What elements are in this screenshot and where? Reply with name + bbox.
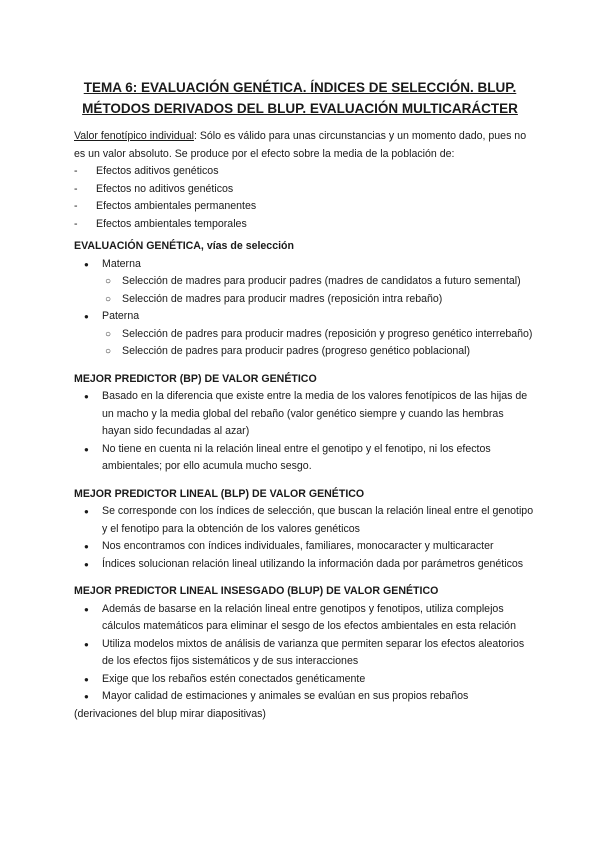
blup-item: ● Utiliza modelos mixtos de análisis de varianza que permiten separar los efectos aleatorios de los efectos fijos sistemáticos y de sus interacciones xyxy=(84,637,525,667)
bp-heading: MEJOR PREDICTOR (BP) DE VALOR GENÉTICO xyxy=(74,372,317,385)
bullet-icon: ● xyxy=(84,692,89,701)
bullet-icon: ● xyxy=(84,559,89,569)
blup-heading: MEJOR PREDICTOR LINEAL INSESGADO (BLUP) DE VALOR GENÉTICO xyxy=(74,585,439,597)
bullet-icon: ● xyxy=(84,312,89,321)
blp-item: ● Nos encontramos con índices individuales, familiares, monocaracter y multicaracter xyxy=(74,538,534,556)
bullet-icon: ● xyxy=(84,542,89,551)
intro-text: : Sólo es válido para unas circunstancias y un momento dado, pues no es un valor absoluto. Se produce por el efecto sobre la media de la población de: xyxy=(74,130,527,160)
blup-item: ● Exige que los rebaños estén conectados genéticamente xyxy=(74,671,534,689)
bullet-icon: ● xyxy=(84,674,89,684)
bullet-icon: ● xyxy=(84,639,89,649)
vias-paterna-sub: ○ Selección de padres para producir padres (progreso genético poblacional) xyxy=(74,343,534,361)
title-line-2: MÉTODOS DERIVADOS DEL BLUP. EVALUACIÓN MULTICARÁCTER xyxy=(82,101,518,116)
bullet-icon: ● xyxy=(84,507,89,516)
vias-paterna-sub: ○ Selección de padres para producir madres (reposición y progreso genético interrebaño) xyxy=(74,326,534,344)
circle-bullet-icon: ○ xyxy=(105,293,112,305)
document-body xyxy=(74,128,534,723)
bullet-icon: ● xyxy=(84,392,89,401)
intro-item: - Efectos aditivos genéticos xyxy=(74,165,219,177)
intro-term: Valor fenotípico individual xyxy=(74,130,194,142)
blup-item: ● Además de basarse en la relación lineal entre genotipos y fenotipos, utiliza complejos cálculos matemáticos para eliminar el sesgo de los efectos ambientales en esta relación xyxy=(84,602,516,632)
circle-bullet-icon: ○ xyxy=(105,346,112,357)
circle-bullet-icon: ○ xyxy=(105,328,112,340)
title-line-1: TEMA 6: EVALUACIÓN GENÉTICA. ÍNDICES DE SELECCIÓN. BLUP. xyxy=(83,80,517,95)
bullet-icon: ● xyxy=(84,259,89,269)
bp-item: ● Basado en la diferencia que existe entre la media de los valores fenotípicos de las hijas de un macho y la media global del rebaño (valor genético siempre y cuando las hembras hayan sido fecundadas al azar) xyxy=(84,390,528,437)
intro-item: - Efectos no aditivos genéticos xyxy=(74,182,234,195)
blup-item: ● Mayor calidad de estimaciones y animales se evalúan en sus propios rebaños xyxy=(74,688,534,706)
circle-bullet-icon: ○ xyxy=(105,276,112,287)
intro-paragraph xyxy=(74,128,534,163)
vias-materna-sub: ○ Selección de madres para producir padres (madres de candidatos a futuro semental) xyxy=(74,273,534,291)
vias-paterna: ● Paterna xyxy=(74,308,534,326)
page-title xyxy=(40,77,560,119)
bullet-icon: ● xyxy=(84,444,89,454)
vias-materna-sub: ○ Selección de madres para producir madres (reposición intra rebaño) xyxy=(74,291,534,309)
bullet-icon: ● xyxy=(84,604,89,614)
blup-tail-note: (derivaciones del blup mirar diapositivas) xyxy=(74,707,266,720)
blp-item: ● Índices solucionan relación lineal utilizando la información dada por parámetros genéticos xyxy=(74,556,534,574)
vias-heading: EVALUACIÓN GENÉTICA, vías de selección xyxy=(74,240,294,252)
vias-materna: ● Materna xyxy=(74,256,534,274)
intro-item: - Efectos ambientales temporales xyxy=(74,217,247,230)
blp-item: ● Se corresponde con los índices de selección, que buscan la relación lineal entre el genotipo y el fenotipo para la obtención de los valores genéticos xyxy=(84,505,534,535)
blp-heading: MEJOR PREDICTOR LINEAL (BLP) DE VALOR GENÉTICO xyxy=(74,487,365,500)
intro-item: - Efectos ambientales permanentes xyxy=(74,200,257,212)
bp-item: ● No tiene en cuenta ni la relación lineal entre el genotipo y el fenotipo, ni los efectos ambientales; por ello acumula mucho sesgo. xyxy=(84,442,491,472)
